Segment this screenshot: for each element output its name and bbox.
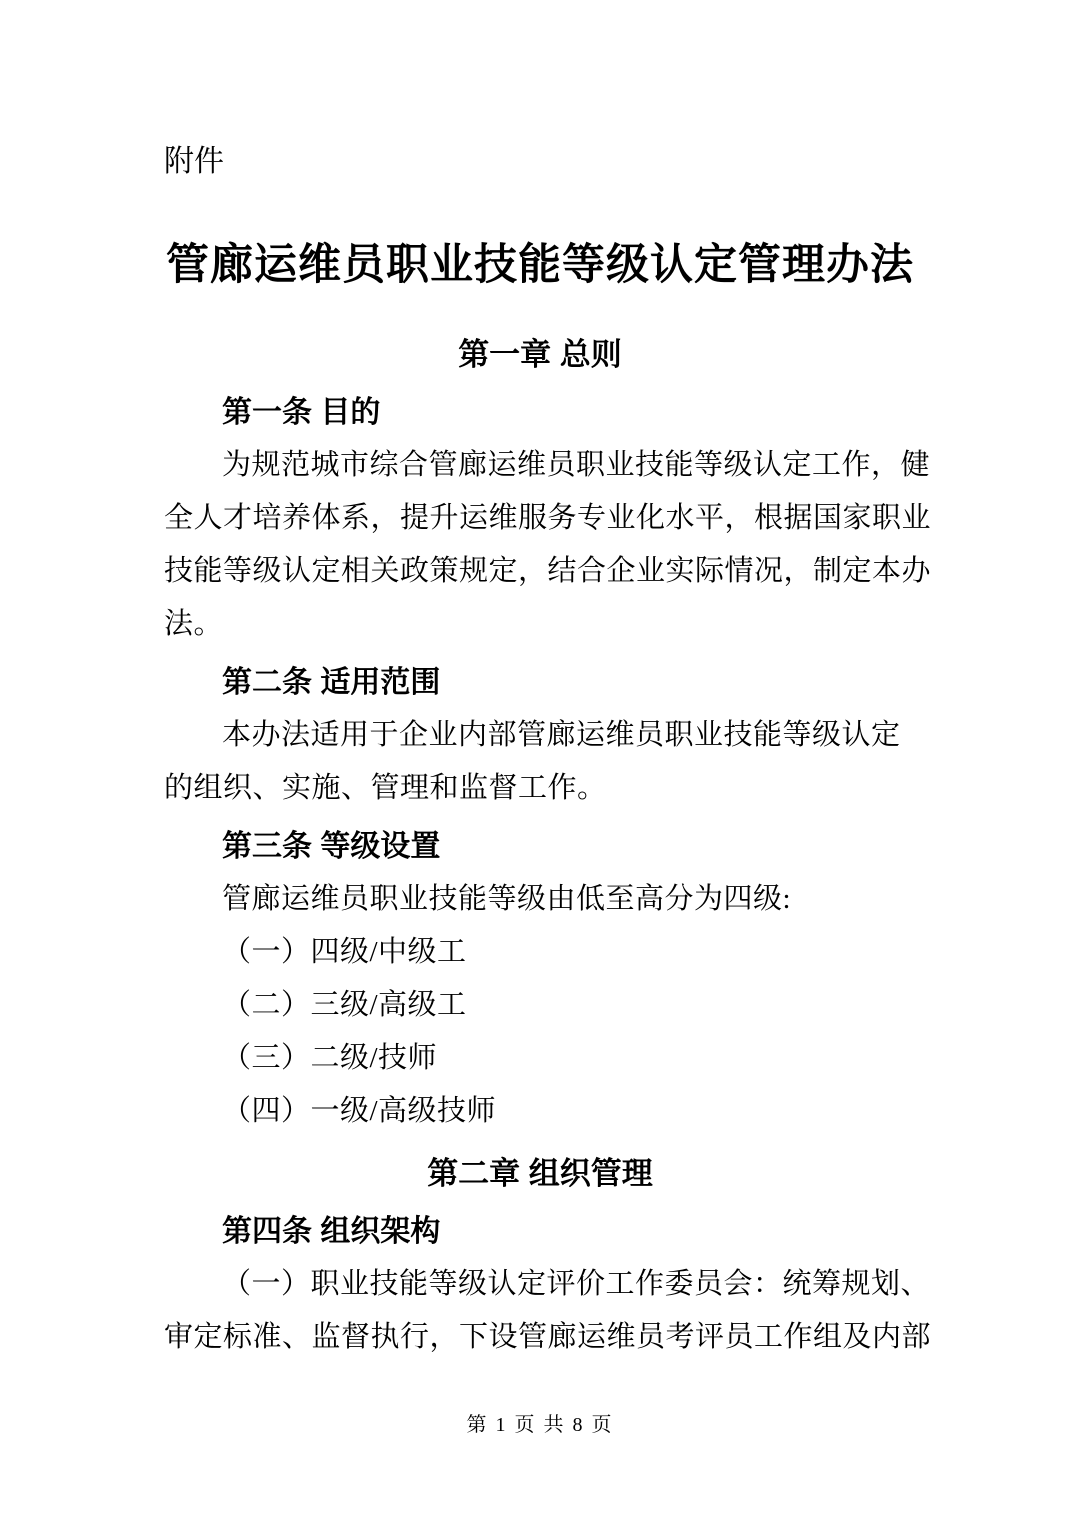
list-item-level-2: （三）二级/技师 [222,1042,438,1074]
article-4-heading: 第四条 组织架构 [222,1215,441,1248]
list-item-level-4: （一）四级/中级工 [222,936,467,968]
chapter-1-heading: 第一章 总则 [458,337,622,372]
list-item-level-1: （四）一级/高级技师 [222,1095,497,1127]
text-line: 本办法适用于企业内部管廊运维员职业技能等级认定 [222,719,901,751]
document-title: 管廊运维员职业技能等级认定管理办法 [166,242,914,289]
text-line: 管廊运维员职业技能等级由低至高分为四级: [222,883,792,915]
text-line: （一）职业技能等级认定评价工作委员会：统筹规划、 [222,1268,931,1300]
text-line: 技能等级认定相关政策规定，结合企业实际情况，制定本办 [164,555,932,587]
attachment-label: 附件 [164,145,224,178]
text-line: 法。 [164,608,224,640]
article-2-heading: 第二条 适用范围 [222,666,441,699]
article-3-heading: 第三条 等级设置 [222,830,441,863]
paragraph-scope [164,709,916,815]
text-line: 审定标准、监督执行，下设管廊运维员考评员工作组及内部 [164,1321,932,1353]
page-number-footer: 第 1 页 共 8 页 [466,1414,614,1436]
paragraph-purpose [164,439,932,651]
paragraph-org-structure [164,1258,932,1364]
article-1-heading: 第一条 目的 [222,396,381,429]
list-item-level-3: （二）三级/高级工 [222,989,467,1021]
chapter-2-heading: 第二章 组织管理 [427,1156,653,1191]
text-line: 的组织、实施、管理和监督工作。 [164,772,607,804]
paragraph-levels-intro [164,873,916,926]
text-line: 为规范城市综合管廊运维员职业技能等级认定工作，健 [222,449,931,481]
text-line: 全人才培养体系，提升运维服务专业化水平，根据国家职业 [164,502,932,534]
